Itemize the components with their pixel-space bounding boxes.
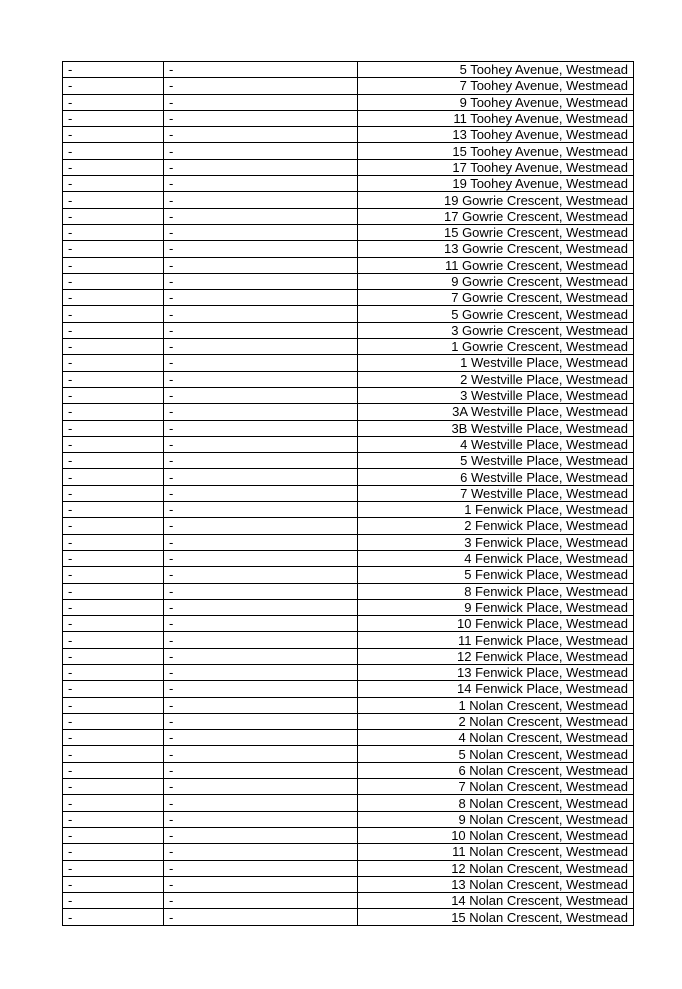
second-column-cell: - [164,387,358,403]
table-row [63,176,634,192]
second-column-cell: - [164,208,358,224]
table-row [63,143,634,159]
table-row [63,110,634,126]
first-column-cell: - [63,599,164,615]
address-cell: 1 Nolan Crescent, Westmead [358,697,634,713]
first-column-cell: - [63,632,164,648]
table-row [63,811,634,827]
first-column-cell: - [63,241,164,257]
address-cell: 13 Nolan Crescent, Westmead [358,876,634,892]
first-column-cell: - [63,746,164,762]
table-row [63,290,634,306]
address-cell: 6 Nolan Crescent, Westmead [358,762,634,778]
second-column-cell: - [164,876,358,892]
table-row [63,713,634,729]
address-cell: 13 Gowrie Crescent, Westmead [358,241,634,257]
first-column-cell: - [63,208,164,224]
second-column-cell: - [164,583,358,599]
first-column-cell: - [63,176,164,192]
address-cell: 2 Nolan Crescent, Westmead [358,713,634,729]
second-column-cell: - [164,322,358,338]
address-cell: 7 Toohey Avenue, Westmead [358,78,634,94]
second-column-cell: - [164,176,358,192]
second-column-cell: - [164,78,358,94]
table-row [63,339,634,355]
table-row [63,648,634,664]
table-row [63,762,634,778]
second-column-cell: - [164,94,358,110]
first-column-cell: - [63,616,164,632]
second-column-cell: - [164,827,358,843]
second-column-cell: - [164,62,358,78]
table-row [63,485,634,501]
second-column-cell: - [164,746,358,762]
address-cell: 5 Gowrie Crescent, Westmead [358,306,634,322]
second-column-cell: - [164,795,358,811]
first-column-cell: - [63,339,164,355]
table-row [63,436,634,452]
address-cell: 7 Gowrie Crescent, Westmead [358,290,634,306]
address-cell: 9 Gowrie Crescent, Westmead [358,273,634,289]
second-column-cell: - [164,273,358,289]
second-column-cell: - [164,599,358,615]
table-row [63,62,634,78]
first-column-cell: - [63,909,164,925]
table-row [63,681,634,697]
address-cell: 15 Toohey Avenue, Westmead [358,143,634,159]
first-column-cell: - [63,306,164,322]
table-row [63,795,634,811]
address-cell: 19 Toohey Avenue, Westmead [358,176,634,192]
first-column-cell: - [63,371,164,387]
table-row [63,387,634,403]
first-column-cell: - [63,387,164,403]
second-column-cell: - [164,616,358,632]
second-column-cell: - [164,518,358,534]
table-row [63,518,634,534]
first-column-cell: - [63,127,164,143]
address-cell: 17 Gowrie Crescent, Westmead [358,208,634,224]
second-column-cell: - [164,224,358,240]
first-column-cell: - [63,94,164,110]
table-row [63,697,634,713]
first-column-cell: - [63,502,164,518]
table-row [63,893,634,909]
address-cell: 8 Nolan Crescent, Westmead [358,795,634,811]
second-column-cell: - [164,127,358,143]
address-cell: 13 Fenwick Place, Westmead [358,664,634,680]
first-column-cell: - [63,648,164,664]
second-column-cell: - [164,844,358,860]
address-cell: 6 Westville Place, Westmead [358,469,634,485]
address-cell: 3A Westville Place, Westmead [358,404,634,420]
second-column-cell: - [164,453,358,469]
address-cell: 15 Nolan Crescent, Westmead [358,909,634,925]
table-row [63,127,634,143]
first-column-cell: - [63,78,164,94]
table-row [63,909,634,925]
table-row [63,322,634,338]
address-cell: 19 Gowrie Crescent, Westmead [358,192,634,208]
table-row [63,550,634,566]
second-column-cell: - [164,762,358,778]
address-cell: 7 Nolan Crescent, Westmead [358,779,634,795]
address-cell: 11 Nolan Crescent, Westmead [358,844,634,860]
first-column-cell: - [63,779,164,795]
second-column-cell: - [164,632,358,648]
address-cell: 14 Fenwick Place, Westmead [358,681,634,697]
address-cell: 17 Toohey Avenue, Westmead [358,159,634,175]
address-cell: 5 Westville Place, Westmead [358,453,634,469]
second-column-cell: - [164,567,358,583]
second-column-cell: - [164,371,358,387]
table-row [63,224,634,240]
address-cell: 4 Fenwick Place, Westmead [358,550,634,566]
table-row [63,469,634,485]
second-column-cell: - [164,730,358,746]
address-cell: 12 Fenwick Place, Westmead [358,648,634,664]
first-column-cell: - [63,567,164,583]
second-column-cell: - [164,355,358,371]
first-column-cell: - [63,143,164,159]
second-column-cell: - [164,681,358,697]
second-column-cell: - [164,860,358,876]
first-column-cell: - [63,322,164,338]
address-cell: 1 Gowrie Crescent, Westmead [358,339,634,355]
address-cell: 9 Nolan Crescent, Westmead [358,811,634,827]
address-cell: 3B Westville Place, Westmead [358,420,634,436]
first-column-cell: - [63,62,164,78]
second-column-cell: - [164,290,358,306]
first-column-cell: - [63,355,164,371]
first-column-cell: - [63,404,164,420]
second-column-cell: - [164,893,358,909]
table-row [63,779,634,795]
first-column-cell: - [63,876,164,892]
address-cell: 9 Toohey Avenue, Westmead [358,94,634,110]
address-cell: 8 Fenwick Place, Westmead [358,583,634,599]
second-column-cell: - [164,811,358,827]
second-column-cell: - [164,257,358,273]
address-cell: 4 Westville Place, Westmead [358,436,634,452]
second-column-cell: - [164,306,358,322]
second-column-cell: - [164,159,358,175]
address-cell: 9 Fenwick Place, Westmead [358,599,634,615]
table-row [63,306,634,322]
table-row [63,827,634,843]
first-column-cell: - [63,436,164,452]
first-column-cell: - [63,257,164,273]
table-row [63,583,634,599]
first-column-cell: - [63,485,164,501]
first-column-cell: - [63,844,164,860]
second-column-cell: - [164,110,358,126]
second-column-cell: - [164,404,358,420]
table-row [63,78,634,94]
address-cell: 3 Gowrie Crescent, Westmead [358,322,634,338]
address-table [62,61,634,926]
table-row [63,192,634,208]
first-column-cell: - [63,518,164,534]
address-cell: 13 Toohey Avenue, Westmead [358,127,634,143]
table-row [63,273,634,289]
first-column-cell: - [63,420,164,436]
table-row [63,844,634,860]
first-column-cell: - [63,681,164,697]
second-column-cell: - [164,779,358,795]
address-cell: 2 Westville Place, Westmead [358,371,634,387]
address-table-body [63,62,634,926]
table-row [63,355,634,371]
table-row [63,159,634,175]
second-column-cell: - [164,550,358,566]
table-row [63,371,634,387]
address-cell: 10 Nolan Crescent, Westmead [358,827,634,843]
table-row [63,664,634,680]
first-column-cell: - [63,697,164,713]
table-row [63,567,634,583]
address-cell: 12 Nolan Crescent, Westmead [358,860,634,876]
second-column-cell: - [164,664,358,680]
first-column-cell: - [63,290,164,306]
address-cell: 5 Toohey Avenue, Westmead [358,62,634,78]
first-column-cell: - [63,762,164,778]
table-row [63,860,634,876]
table-row [63,876,634,892]
second-column-cell: - [164,143,358,159]
table-row [63,453,634,469]
first-column-cell: - [63,550,164,566]
table-row [63,534,634,550]
first-column-cell: - [63,795,164,811]
address-cell: 11 Toohey Avenue, Westmead [358,110,634,126]
address-cell: 15 Gowrie Crescent, Westmead [358,224,634,240]
table-row [63,502,634,518]
first-column-cell: - [63,224,164,240]
address-cell: 5 Nolan Crescent, Westmead [358,746,634,762]
first-column-cell: - [63,811,164,827]
first-column-cell: - [63,469,164,485]
second-column-cell: - [164,534,358,550]
second-column-cell: - [164,469,358,485]
first-column-cell: - [63,453,164,469]
first-column-cell: - [63,893,164,909]
table-row [63,257,634,273]
first-column-cell: - [63,583,164,599]
address-cell: 4 Nolan Crescent, Westmead [358,730,634,746]
first-column-cell: - [63,827,164,843]
table-row [63,404,634,420]
address-cell: 3 Westville Place, Westmead [358,387,634,403]
address-cell: 11 Gowrie Crescent, Westmead [358,257,634,273]
table-row [63,208,634,224]
address-cell: 7 Westville Place, Westmead [358,485,634,501]
second-column-cell: - [164,648,358,664]
second-column-cell: - [164,697,358,713]
second-column-cell: - [164,339,358,355]
table-row [63,632,634,648]
address-cell: 11 Fenwick Place, Westmead [358,632,634,648]
table-row [63,730,634,746]
first-column-cell: - [63,273,164,289]
address-cell: 2 Fenwick Place, Westmead [358,518,634,534]
second-column-cell: - [164,502,358,518]
first-column-cell: - [63,713,164,729]
second-column-cell: - [164,436,358,452]
second-column-cell: - [164,485,358,501]
table-row [63,94,634,110]
second-column-cell: - [164,241,358,257]
address-cell: 5 Fenwick Place, Westmead [358,567,634,583]
table-row [63,616,634,632]
table-row [63,241,634,257]
table-row [63,599,634,615]
first-column-cell: - [63,664,164,680]
address-cell: 1 Fenwick Place, Westmead [358,502,634,518]
address-cell: 10 Fenwick Place, Westmead [358,616,634,632]
first-column-cell: - [63,159,164,175]
second-column-cell: - [164,420,358,436]
first-column-cell: - [63,534,164,550]
second-column-cell: - [164,713,358,729]
table-row [63,746,634,762]
first-column-cell: - [63,192,164,208]
first-column-cell: - [63,860,164,876]
address-cell: 3 Fenwick Place, Westmead [358,534,634,550]
address-cell: 14 Nolan Crescent, Westmead [358,893,634,909]
second-column-cell: - [164,909,358,925]
second-column-cell: - [164,192,358,208]
first-column-cell: - [63,110,164,126]
table-row [63,420,634,436]
address-cell: 1 Westville Place, Westmead [358,355,634,371]
first-column-cell: - [63,730,164,746]
